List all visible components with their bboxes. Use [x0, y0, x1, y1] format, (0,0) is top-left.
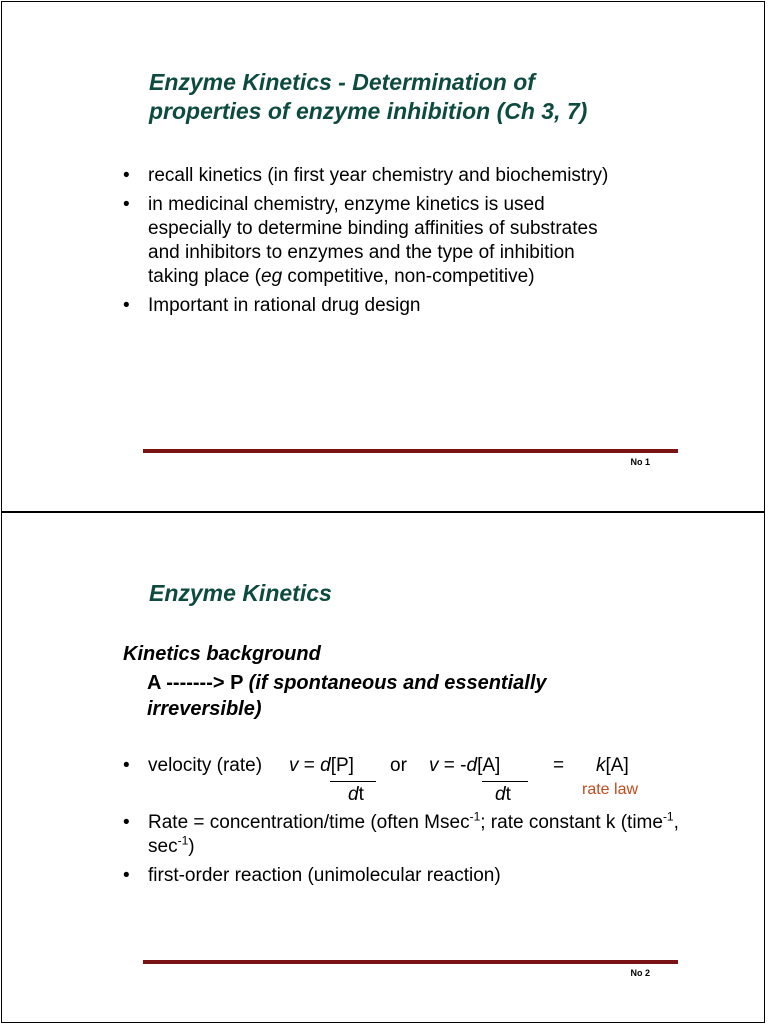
bullet-drug-design — [123, 294, 683, 318]
bullet-text-post: competitive, non-competitive) — [282, 266, 535, 287]
velocity-eq-2 — [429, 754, 500, 778]
bullet-text-italic: eg — [261, 266, 283, 287]
d-symbol-1: d — [320, 755, 331, 776]
bullet-dot: • — [123, 165, 130, 186]
reaction-line — [147, 670, 647, 722]
bullet-text: Important in rational drug design — [148, 295, 421, 316]
slide-2-bullet-list — [123, 811, 683, 893]
slide-2 — [1, 512, 765, 1023]
k-symbol: k — [596, 755, 606, 776]
slide-1-title — [149, 68, 587, 126]
d-symbol-dt2: d — [495, 784, 506, 805]
reaction-condition: (if spontaneous and essentially irreversible) — [147, 672, 547, 720]
equals-1: = — [298, 755, 321, 776]
denominator-2 — [495, 783, 511, 807]
v-symbol-1: v — [289, 755, 299, 776]
or-text: or — [390, 755, 407, 776]
bullet-dot: • — [123, 194, 130, 215]
bullet-medicinal-chemistry — [123, 193, 683, 289]
rate-text-mid: ; rate constant k (time — [480, 812, 663, 833]
substrate-concentration: [A] — [477, 755, 501, 776]
d-symbol-2: d — [466, 755, 478, 776]
bullet-recall-kinetics — [123, 164, 683, 188]
rate-text-pre: Rate = concentration/time (often Msec — [148, 812, 470, 833]
bullet-text: recall kinetics (in first year chemistry and biochemistry) — [148, 165, 609, 186]
rate-law-concentration: [A] — [605, 755, 629, 776]
equals-3: = — [553, 755, 565, 776]
superscript-1: -1 — [469, 809, 481, 824]
bullet-dot: • — [123, 812, 130, 833]
reaction-scheme: A -------> P — [147, 672, 249, 694]
t-symbol-dt2: t — [505, 784, 511, 805]
bullet-text: first-order reaction (unimolecular reaction) — [148, 865, 501, 886]
t-symbol-dt1: t — [358, 784, 364, 805]
product-concentration: [P] — [330, 755, 354, 776]
slide-2-title: Enzyme Kinetics — [149, 580, 332, 606]
velocity-eq-1 — [289, 754, 354, 778]
bullet-dot: • — [123, 295, 130, 316]
rate-text-end: ) — [188, 836, 195, 857]
rate-text-comma: , sec — [148, 812, 679, 857]
slide-2-number: No 2 — [630, 968, 650, 978]
bullet-text-pre: in medicinal chemistry, enzyme kinetics is used especially to determine binding affinities of substrates and inhibitors to enzymes and the type of inhibition taking place ( — [148, 194, 598, 287]
rate-law-label: rate law — [582, 781, 639, 798]
superscript-2: -1 — [662, 809, 674, 824]
bullet-dot: • — [123, 865, 130, 886]
slide-1 — [1, 1, 765, 512]
v-symbol-2: v — [429, 755, 439, 776]
denominator-1 — [348, 783, 364, 807]
velocity-bullet: • — [123, 754, 143, 778]
slide-1-number: No 1 — [630, 457, 650, 467]
slide-1-title-line-1: Enzyme Kinetics - Determination of — [149, 69, 535, 95]
velocity-label: velocity (rate) — [148, 755, 263, 776]
slide-1-bullet-list — [123, 164, 683, 323]
kinetics-background-heading: Kinetics background — [123, 643, 321, 665]
fraction-bar-1 — [330, 781, 376, 782]
slide-1-footer-rule — [143, 449, 678, 453]
slide-1-title-line-2: properties of enzyme inhibition (Ch 3, 7) — [149, 98, 588, 124]
d-symbol-dt1: d — [348, 784, 359, 805]
bullet-rate-definition — [123, 811, 683, 859]
bullet-first-order — [123, 864, 683, 888]
fraction-bar-2 — [482, 781, 528, 782]
rate-expression — [596, 754, 629, 778]
equals-minus: = - — [438, 755, 467, 776]
superscript-3: -1 — [177, 833, 189, 848]
slide-2-footer-rule — [143, 960, 678, 964]
